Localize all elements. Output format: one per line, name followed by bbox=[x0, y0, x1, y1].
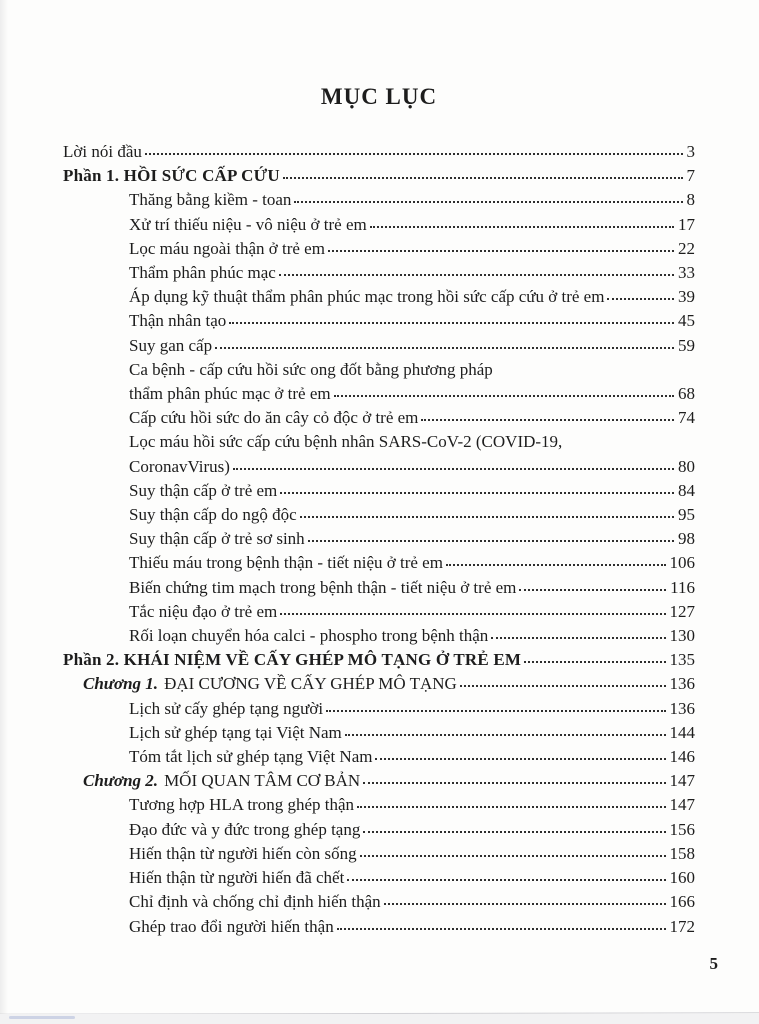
entry-label: Phần 1. HỒI SỨC CẤP CỨU bbox=[63, 166, 280, 186]
entry-label: Tương hợp HLA trong ghép thận bbox=[129, 795, 355, 815]
toc-entry bbox=[129, 818, 695, 842]
entry-page-number: 135 bbox=[669, 650, 695, 670]
entry-page-number: 156 bbox=[669, 819, 695, 839]
toc-entry-row bbox=[83, 672, 695, 696]
toc-entry bbox=[63, 648, 695, 672]
entry-label: Hiến thận từ người hiến còn sống bbox=[129, 843, 357, 863]
toc-entry-first-line bbox=[129, 358, 695, 382]
toc-entry bbox=[129, 551, 695, 575]
dot-leader bbox=[519, 589, 666, 591]
toc-entry bbox=[129, 406, 695, 430]
toc-entry-row bbox=[129, 697, 695, 721]
entry-page-number: 3 bbox=[686, 142, 695, 161]
toc-entry-row bbox=[129, 309, 695, 333]
toc-entry-row bbox=[129, 213, 695, 237]
toc-entry-row bbox=[129, 334, 695, 358]
dot-leader bbox=[337, 928, 666, 930]
toc-entry bbox=[129, 188, 695, 212]
dot-leader bbox=[215, 347, 674, 349]
toc-entry bbox=[129, 915, 695, 939]
entry-label: Lọc máu hồi sức cấp cứu bệnh nhân SARS-CoV-2 (COVID-19, bbox=[129, 432, 563, 452]
dot-leader bbox=[375, 758, 665, 760]
entry-prefix: Chương 2. bbox=[83, 771, 159, 791]
toc-entry-row bbox=[129, 890, 695, 914]
entry-page-number: 80 bbox=[678, 456, 695, 476]
entry-label: Lịch sử cấy ghép tạng người bbox=[129, 698, 324, 718]
dot-leader bbox=[279, 274, 674, 276]
toc-entry-row bbox=[63, 164, 695, 188]
entry-page-number: 39 bbox=[678, 287, 695, 307]
entry-label: CoronavVirus) bbox=[129, 456, 230, 476]
toc-entry-row bbox=[83, 769, 695, 793]
entry-page-number: 166 bbox=[669, 892, 695, 912]
toc-entry bbox=[129, 479, 695, 503]
toc-entry-row bbox=[129, 600, 695, 624]
entry-label: ĐẠI CƯƠNG VỀ CẤY GHÉP MÔ TẠNG bbox=[164, 674, 457, 694]
entry-label: Tóm tắt lịch sử ghép tạng Việt Nam bbox=[129, 747, 373, 767]
toc-entry bbox=[129, 213, 695, 237]
entry-page-number: 136 bbox=[669, 674, 695, 694]
toc-entry bbox=[129, 721, 695, 745]
toc-entry-row bbox=[63, 140, 695, 164]
toc-entry bbox=[129, 890, 695, 914]
toc-entry bbox=[129, 842, 695, 866]
toc-entry bbox=[129, 866, 695, 890]
dot-leader bbox=[363, 782, 665, 784]
entry-page-number: 127 bbox=[669, 601, 695, 621]
toc-entry-row bbox=[63, 648, 695, 672]
dot-leader bbox=[446, 564, 666, 566]
toc-entry-row bbox=[129, 527, 695, 551]
entry-page-number: 59 bbox=[678, 335, 695, 355]
toc-entry bbox=[129, 576, 695, 600]
toc-entry-row bbox=[129, 406, 695, 430]
entry-label: Xử trí thiếu niệu - vô niệu ở trẻ em bbox=[129, 214, 367, 234]
toc-entry bbox=[129, 285, 695, 309]
entry-label: Suy thận cấp ở trẻ sơ sinh bbox=[129, 529, 305, 549]
entry-label: Suy thận cấp ở trẻ em bbox=[129, 480, 278, 500]
dot-leader bbox=[384, 903, 666, 905]
toc-entry bbox=[129, 600, 695, 624]
entry-page-number: 160 bbox=[669, 868, 695, 888]
dot-leader bbox=[326, 710, 665, 712]
entry-page-number: 106 bbox=[669, 553, 695, 573]
dot-leader bbox=[357, 806, 665, 808]
dot-leader bbox=[280, 613, 665, 615]
entry-label: Thiếu máu trong bệnh thận - tiết niệu ở trẻ em bbox=[129, 553, 443, 573]
dot-leader bbox=[300, 516, 674, 518]
dot-leader bbox=[229, 322, 674, 324]
toc-entry-row bbox=[129, 915, 695, 939]
toc-entry-row bbox=[129, 188, 695, 212]
entry-page-number: 144 bbox=[669, 722, 695, 742]
entry-page-number: 7 bbox=[686, 166, 695, 186]
entry-label: Thẩm phân phúc mạc bbox=[129, 263, 276, 283]
toc-entry bbox=[129, 793, 695, 817]
entry-page-number: 45 bbox=[678, 311, 695, 331]
entry-prefix: Chương 1. bbox=[83, 674, 159, 694]
dot-leader bbox=[421, 419, 674, 421]
entry-label: Lọc máu ngoài thận ở trẻ em bbox=[129, 238, 325, 258]
toc-entry bbox=[129, 358, 695, 406]
toc-entry-row bbox=[129, 818, 695, 842]
toc-entry bbox=[83, 672, 695, 696]
footer-page-number: 5 bbox=[709, 954, 718, 973]
entry-page-number: 116 bbox=[670, 577, 695, 597]
toc-entry-row bbox=[129, 576, 695, 600]
entry-page-number: 146 bbox=[669, 747, 695, 767]
entry-label: Áp dụng kỹ thuật thẩm phân phúc mạc trong hồi sức cấp cứu ở trẻ em bbox=[129, 287, 605, 307]
toc-entry-row bbox=[129, 866, 695, 890]
entry-label: Suy gan cấp bbox=[129, 335, 213, 355]
toc-entry bbox=[129, 503, 695, 527]
toc-entry-row bbox=[129, 503, 695, 527]
dot-leader bbox=[280, 492, 674, 494]
entry-label: Ca bệnh - cấp cứu hồi sức ong đốt bằng phương pháp bbox=[129, 359, 493, 379]
entry-label: Tắc niệu đạo ở trẻ em bbox=[129, 601, 278, 621]
toc-entry-row bbox=[129, 237, 695, 261]
dot-leader bbox=[294, 201, 682, 203]
entry-label: Lời nói đầu bbox=[63, 142, 142, 161]
toc-entry-row bbox=[129, 261, 695, 285]
toc-entry-row bbox=[129, 479, 695, 503]
entry-page-number: 74 bbox=[678, 408, 695, 428]
entry-label: Đạo đức và y đức trong ghép tạng bbox=[129, 819, 361, 839]
toc-entry-row bbox=[129, 455, 695, 479]
dot-leader bbox=[370, 226, 674, 228]
dot-leader bbox=[308, 540, 674, 542]
entry-label: Chỉ định và chống chỉ định hiến thận bbox=[129, 892, 381, 912]
toc-entry-row bbox=[129, 382, 695, 406]
toc-entry-row bbox=[129, 624, 695, 648]
toc-entry-row bbox=[129, 721, 695, 745]
toc-entry bbox=[129, 334, 695, 358]
toc-entry-row bbox=[129, 793, 695, 817]
dot-leader bbox=[347, 879, 665, 881]
dot-leader bbox=[345, 734, 666, 736]
entry-page-number: 147 bbox=[669, 795, 695, 815]
entry-label: MỐI QUAN TÂM CƠ BẢN bbox=[164, 771, 361, 791]
entry-page-number: 22 bbox=[678, 238, 695, 258]
entry-label: Lịch sử ghép tạng tại Việt Nam bbox=[129, 722, 342, 742]
dot-leader bbox=[524, 661, 665, 663]
entry-page-number: 158 bbox=[669, 843, 695, 863]
toc-entry bbox=[129, 697, 695, 721]
entry-page-number: 8 bbox=[686, 190, 695, 210]
toc-entry bbox=[129, 237, 695, 261]
entry-page-number: 98 bbox=[678, 529, 695, 549]
dot-leader bbox=[363, 831, 665, 833]
dot-leader bbox=[491, 637, 665, 639]
entry-page-number: 33 bbox=[678, 263, 695, 283]
entry-page-number: 130 bbox=[669, 626, 695, 646]
entry-label: Biến chứng tim mạch trong bệnh thận - tiết niệu ở trẻ em bbox=[129, 577, 517, 597]
dot-leader bbox=[233, 468, 674, 470]
entry-label: Ghép trao đổi người hiến thận bbox=[129, 916, 334, 936]
toc-entry bbox=[129, 261, 695, 285]
toc-entry-row bbox=[129, 745, 695, 769]
toc-entry bbox=[129, 309, 695, 333]
toc-list bbox=[63, 140, 695, 939]
entry-page-number: 84 bbox=[678, 480, 695, 500]
toc-entry bbox=[83, 769, 695, 793]
page-title: MỤC LỤC bbox=[320, 84, 438, 109]
toc-entry-row bbox=[129, 842, 695, 866]
toc-entry bbox=[63, 164, 695, 188]
entry-page-number: 136 bbox=[669, 698, 695, 718]
dot-leader bbox=[283, 177, 683, 179]
dot-leader bbox=[145, 153, 683, 155]
toc-entry-row bbox=[129, 285, 695, 309]
dot-leader bbox=[334, 395, 674, 397]
entry-label: Cấp cứu hồi sức do ăn cây cỏ độc ở trẻ em bbox=[129, 408, 419, 428]
entry-page-number: 68 bbox=[678, 384, 695, 404]
entry-label: Suy thận cấp do ngộ độc bbox=[129, 505, 297, 525]
entry-label: thẩm phân phúc mạc ở trẻ em bbox=[129, 384, 331, 404]
dot-leader bbox=[460, 685, 666, 687]
toc-entry bbox=[129, 624, 695, 648]
entry-label: Thận nhân tạo bbox=[129, 311, 227, 331]
entry-label: Hiến thận từ người hiến đã chết bbox=[129, 868, 345, 888]
toc-entry bbox=[129, 430, 695, 478]
entry-label: Rối loạn chuyển hóa calci - phospho trong bệnh thận bbox=[129, 626, 489, 646]
entry-page-number: 172 bbox=[669, 916, 695, 936]
dot-leader bbox=[607, 298, 674, 300]
toc-entry-first-line bbox=[129, 430, 695, 454]
entry-label: Phần 2. KHÁI NIỆM VỀ CẤY GHÉP MÔ TẠNG Ở TRẺ EM bbox=[63, 650, 522, 670]
dot-leader bbox=[360, 855, 666, 857]
entry-page-number: 17 bbox=[678, 214, 695, 234]
entry-label: Thăng bằng kiềm - toan bbox=[129, 190, 292, 210]
toc-entry bbox=[63, 140, 695, 164]
toc-entry bbox=[129, 745, 695, 769]
dot-leader bbox=[328, 250, 674, 252]
toc-entry-row bbox=[129, 551, 695, 575]
toc-entry bbox=[129, 527, 695, 551]
entry-page-number: 95 bbox=[678, 505, 695, 525]
entry-page-number: 147 bbox=[669, 771, 695, 791]
